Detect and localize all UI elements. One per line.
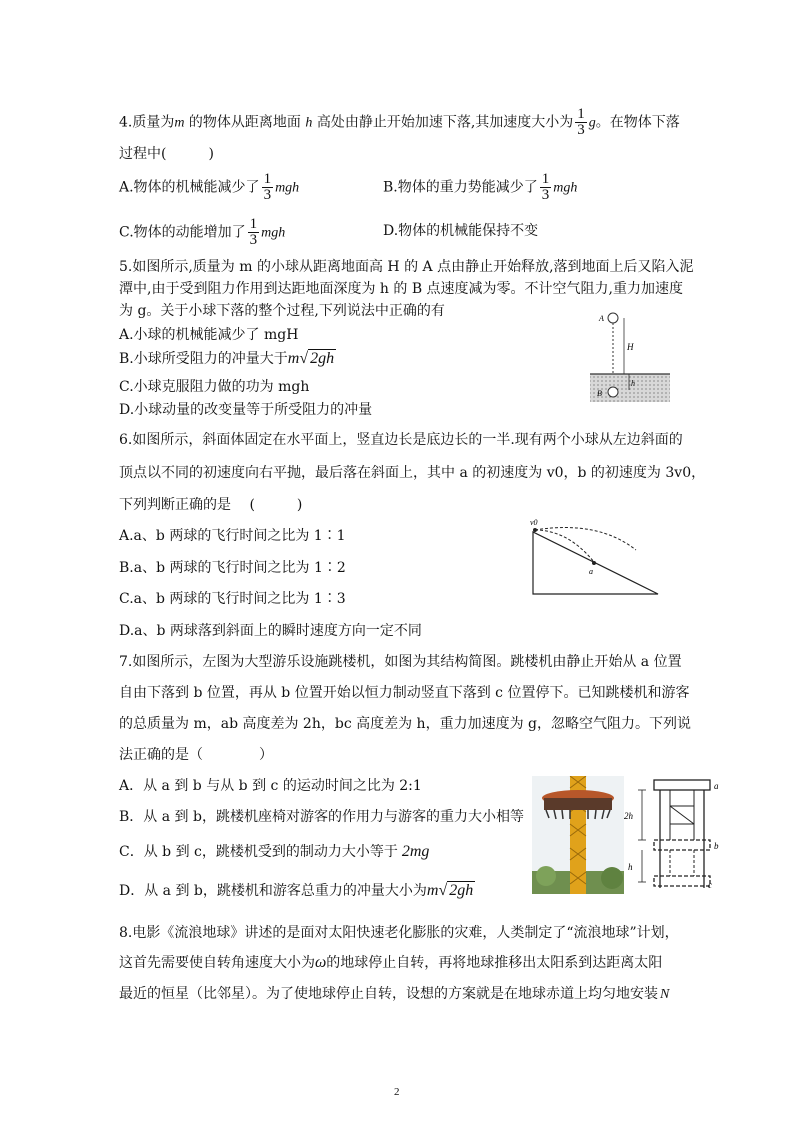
label-a: a (714, 781, 719, 791)
q8-text: 的地球停止自转，再将地球推移出太阳系到达距离太阳 (326, 955, 663, 971)
sqrt-radicand: 2gh (449, 882, 474, 899)
q4-var-h: h (305, 115, 313, 131)
q5-stem-line3: 为 g。关于小球下落的整个过程,下列说法中正确的有 (119, 303, 445, 319)
q4-option-b (383, 172, 577, 203)
q8-text: 这首先需要使自转角速度大小为 (119, 955, 315, 971)
fraction-denominator: 3 (263, 187, 272, 203)
drop-tower-photo (532, 776, 624, 894)
q4-option-c (119, 217, 285, 248)
q7-stem-line3: 的总质量为 m，ab 高度差为 2h，bc 高度差为 h，重力加速度为 g，忽略空气阻力。下列说 (119, 716, 691, 732)
sqrt-sign: √ (299, 350, 309, 367)
q4-a-fraction (262, 172, 274, 203)
q8-stem-line2 (119, 954, 662, 972)
option-text: B.物体的重力势能减少了 (383, 179, 538, 196)
q4-option-a (119, 172, 299, 203)
q4-b-fraction (540, 172, 552, 203)
q7-stem-line1: 7.如图所示，左图为大型游乐设施跳楼机，如图为其结构简图。跳楼机由静止开始从 a 位置 (119, 654, 682, 670)
q5-b-expression (288, 349, 336, 367)
q7-d-expression (427, 881, 475, 899)
fraction-numerator: 1 (577, 106, 585, 122)
q4-stem-line1 (119, 107, 680, 138)
q7-stem-line4: 法正确的是（ ） (119, 747, 273, 763)
q8-var-omega: ω (315, 954, 327, 971)
q5-figure (585, 308, 675, 404)
q6-stem-line3: 下列判断正确的是 ( ) (119, 497, 303, 513)
q6-option-a: A.a、b 两球的飞行时间之比为 1∶1 (119, 528, 346, 544)
option-expr: 2mg (401, 843, 430, 860)
expr-m: m (426, 882, 439, 899)
q8-var-N: N (660, 987, 670, 1002)
page-number: 2 (394, 1086, 400, 1098)
q4-text: 4.质量为 (119, 114, 175, 131)
q6-stem-line1: 6.如图所示，斜面体固定在水平面上，竖直边长是底边长的一半.现有两个小球从左边斜面的 (119, 432, 683, 448)
position-a-platform (654, 780, 710, 790)
photo-tree (536, 866, 556, 886)
q5-option-c: C.小球克服阻力做的功为 mgh (119, 379, 310, 395)
q4-var-g: g (588, 115, 596, 131)
q4-text: 的物体从距离地面 (184, 114, 301, 131)
q6-stem-line2: 顶点以不同的初速度向右平抛，最后落在斜面上，其中 a 的初速度为 v0，b 的初速度为 3v0， (119, 465, 706, 481)
q7-option-d (119, 882, 475, 900)
label-B: B (597, 389, 602, 398)
fraction-numerator: 1 (263, 171, 272, 187)
q7-option-b: B．从 a 到 b，跳楼机座椅对游客的作用力与游客的重力大小相等 (119, 809, 524, 825)
fraction-denominator: 3 (577, 122, 585, 138)
option-text: C.物体的动能增加了 (119, 224, 246, 241)
q6-figure (528, 516, 664, 598)
q8-stem-line1: 8.电影《流浪地球》讲述的是面对太阳快速老化膨胀的灾难，人类制定了“流浪地球”计划， (119, 925, 679, 941)
fraction-denominator: 3 (541, 187, 550, 203)
fraction-numerator: 1 (249, 216, 258, 232)
trajectory-b (535, 528, 636, 551)
q4-stem-line2: 过程中( ) (119, 146, 214, 162)
sqrt-radicand: 2gh (310, 350, 335, 367)
fraction-numerator: 1 (541, 171, 550, 187)
label-2h: 2h (624, 811, 633, 821)
q4-c-fraction (248, 217, 260, 248)
q7-option-c (119, 843, 429, 861)
q4-var-m: m (174, 115, 185, 131)
q8-text: 最近的恒星（比邻星）。为了使地球停止自转，设想的方案就是在地球赤道上均匀地安装 (119, 986, 658, 1002)
label-h: h (631, 379, 635, 388)
sqrt-sign: √ (438, 882, 448, 899)
mud-texture (590, 375, 670, 402)
q4-fraction (575, 107, 587, 138)
q6-option-c: C.a、b 两球的飞行时间之比为 1∶3 (119, 591, 346, 607)
position-c-platform (654, 876, 710, 886)
option-text: B.小球所受阻力的冲量大于 (119, 351, 288, 367)
q7-stem-line2: 自由下落到 b 位置，再从 b 位置开始以恒力制动竖直下落到 c 位置停下。已知跳楼机和游客 (119, 685, 690, 701)
q7-structure-figure (622, 776, 722, 894)
position-b-platform (654, 840, 710, 850)
q4-option-d: D.物体的机械能保持不变 (383, 223, 539, 239)
expr-m: m (287, 350, 300, 367)
q5-option-a: A.小球的机械能减少了 mgH (119, 327, 299, 343)
q5-stem-line1: 5.如图所示,质量为 m 的小球从距离地面高 H 的 A 点由静止开始释放,落到地面上后又陷入泥 (119, 259, 694, 275)
option-expr: mgh (553, 180, 578, 196)
frame-brace (670, 806, 694, 824)
option-text: D．从 a 到 b，跳楼机和游客总重力的冲量大小为 (119, 883, 427, 899)
q5-stem-line2: 潭中,由于受到阻力作用到达距地面深度为 h 的 B 点速度减为零。不计空气阻力,重力加速度 (119, 281, 684, 297)
q6-option-d: D.a、b 两球落到斜面上的瞬时速度方向一定不同 (119, 623, 422, 639)
label-h: h (628, 862, 633, 872)
photo-tree (601, 867, 623, 889)
fraction-denominator: 3 (249, 232, 258, 248)
q4-text: 高处由静止开始加速下落,其加速度大小为 (312, 114, 574, 131)
option-expr: mgh (261, 225, 286, 241)
option-text: A.物体的机械能减少了 (119, 179, 260, 196)
label-H: H (627, 342, 634, 352)
landing-a (592, 561, 596, 565)
riders-seats (544, 798, 612, 810)
option-expr: mgh (275, 180, 300, 196)
q6-option-b: B.a、b 两球的飞行时间之比为 1∶2 (119, 560, 346, 576)
label-v0: v0 (530, 518, 538, 527)
label-c: c (708, 880, 712, 890)
q7-option-a: A．从 a 到 b 与从 b 到 c 的运动时间之比为 2:1 (119, 778, 422, 794)
q4-text: 。在物体下落 (595, 114, 680, 131)
ball-at-b (608, 387, 618, 397)
label-a: a (589, 567, 593, 576)
q5-option-d: D.小球动量的改变量等于所受阻力的冲量 (119, 402, 373, 418)
q5-option-b (119, 350, 336, 368)
label-b: b (714, 841, 719, 851)
label-A: A (599, 314, 604, 323)
ball-at-a (608, 313, 618, 323)
q8-stem-line3 (119, 985, 669, 1004)
option-text: C．从 b 到 c，跳楼机受到的制动力大小等于 (119, 844, 398, 860)
